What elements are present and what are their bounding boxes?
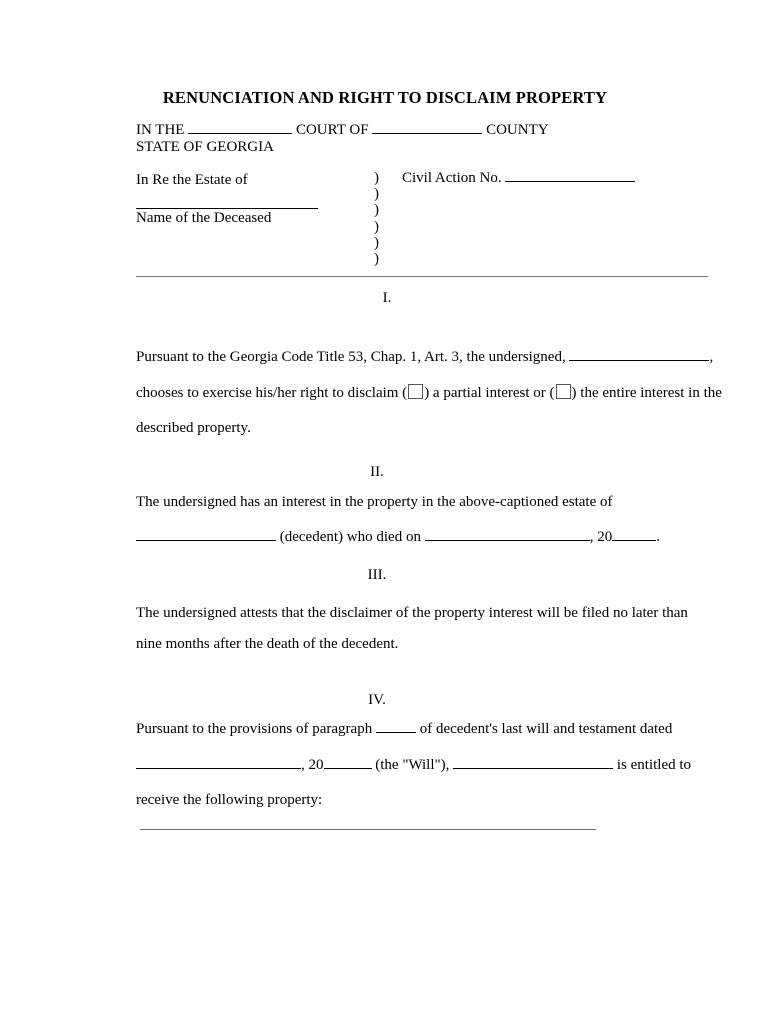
section-numeral-2: II. — [370, 464, 384, 480]
page-title: RENUNCIATION AND RIGHT TO DISCLAIM PROPERTY — [162, 88, 608, 107]
caption-divider — [136, 276, 708, 277]
undersigned-name-blank[interactable] — [569, 360, 709, 361]
decedent-label: (decedent) who died on — [279, 529, 421, 545]
beneficiary-name-blank[interactable] — [453, 768, 613, 769]
death-date-blank[interactable] — [425, 540, 590, 541]
paren-glyph: ) — [374, 234, 379, 251]
section-4-year-prefix: , 20 — [301, 756, 324, 773]
partial-interest-checkbox[interactable] — [408, 384, 423, 399]
section-numeral-4: IV. — [368, 692, 386, 708]
state-label: STATE OF GEORGIA — [136, 138, 274, 155]
section-3-paragraph: The undersigned attests that the disclaimer of the property interest will be filed no later than nine months after the death of the decedent. — [136, 605, 688, 652]
property-description-blank[interactable] — [140, 829, 596, 830]
caption-left-column — [136, 170, 366, 227]
civil-action-label: Civil Action No. — [402, 170, 502, 186]
paren-glyph: ) — [374, 251, 379, 268]
section-1-paragraph — [136, 340, 726, 447]
will-label: (the "Will"), — [375, 756, 450, 773]
paragraph-number-blank[interactable] — [376, 732, 416, 733]
deceased-name-blank[interactable] — [136, 194, 318, 209]
section-2-terminator: . — [656, 529, 660, 545]
civil-action-line — [402, 170, 635, 187]
court-middle-label: COURT OF — [295, 122, 369, 138]
section-1-text-b: , chooses to exercise his/her right to disclaim ( — [136, 349, 714, 401]
entire-interest-checkbox[interactable] — [556, 384, 571, 399]
paren-glyph: ) — [374, 186, 379, 203]
section-2-paragraph — [136, 485, 726, 555]
court-name-blank[interactable] — [188, 133, 292, 134]
section-1-text-c: ) a partial interest or ( — [424, 384, 555, 401]
paren-glyph: ) — [374, 218, 379, 235]
county-name-blank[interactable] — [372, 133, 482, 134]
will-year-blank[interactable] — [324, 768, 372, 769]
section-4-lead: Pursuant to the provisions of paragraph — [136, 721, 373, 737]
section-4-will-text: of decedent's last will and testament dated — [419, 721, 673, 737]
court-header — [136, 122, 549, 155]
estate-label: In Re the Estate of — [136, 172, 248, 188]
paren-glyph: ) — [374, 170, 379, 186]
section-4-entitled-text: is entitled to receive the following property: — [136, 756, 692, 808]
section-1-text-d: ) the entire interest in the described property. — [136, 384, 722, 436]
civil-action-number-blank[interactable] — [505, 181, 635, 182]
will-date-blank[interactable] — [136, 768, 301, 769]
section-2-year-prefix: , 20 — [589, 529, 613, 545]
caption-paren-column — [374, 170, 379, 267]
death-year-blank[interactable] — [612, 540, 656, 541]
section-4-paragraph — [136, 712, 736, 819]
section-numeral-3: III. — [367, 567, 387, 583]
section-2-line1: The undersigned has an interest in the property in the above-captioned estate of — [136, 494, 613, 510]
decedent-name-blank[interactable] — [136, 540, 276, 541]
deceased-caption-label: Name of the Deceased — [136, 210, 272, 226]
court-prefix-label: IN THE — [136, 122, 185, 138]
county-suffix-label: COUNTY — [486, 122, 549, 138]
section-numeral-1: I. — [382, 290, 392, 306]
section-1-text-a: Pursuant to the Georgia Code Title 53, Chap. 1, Art. 3, the undersigned, — [136, 349, 570, 365]
paren-glyph: ) — [374, 202, 379, 219]
